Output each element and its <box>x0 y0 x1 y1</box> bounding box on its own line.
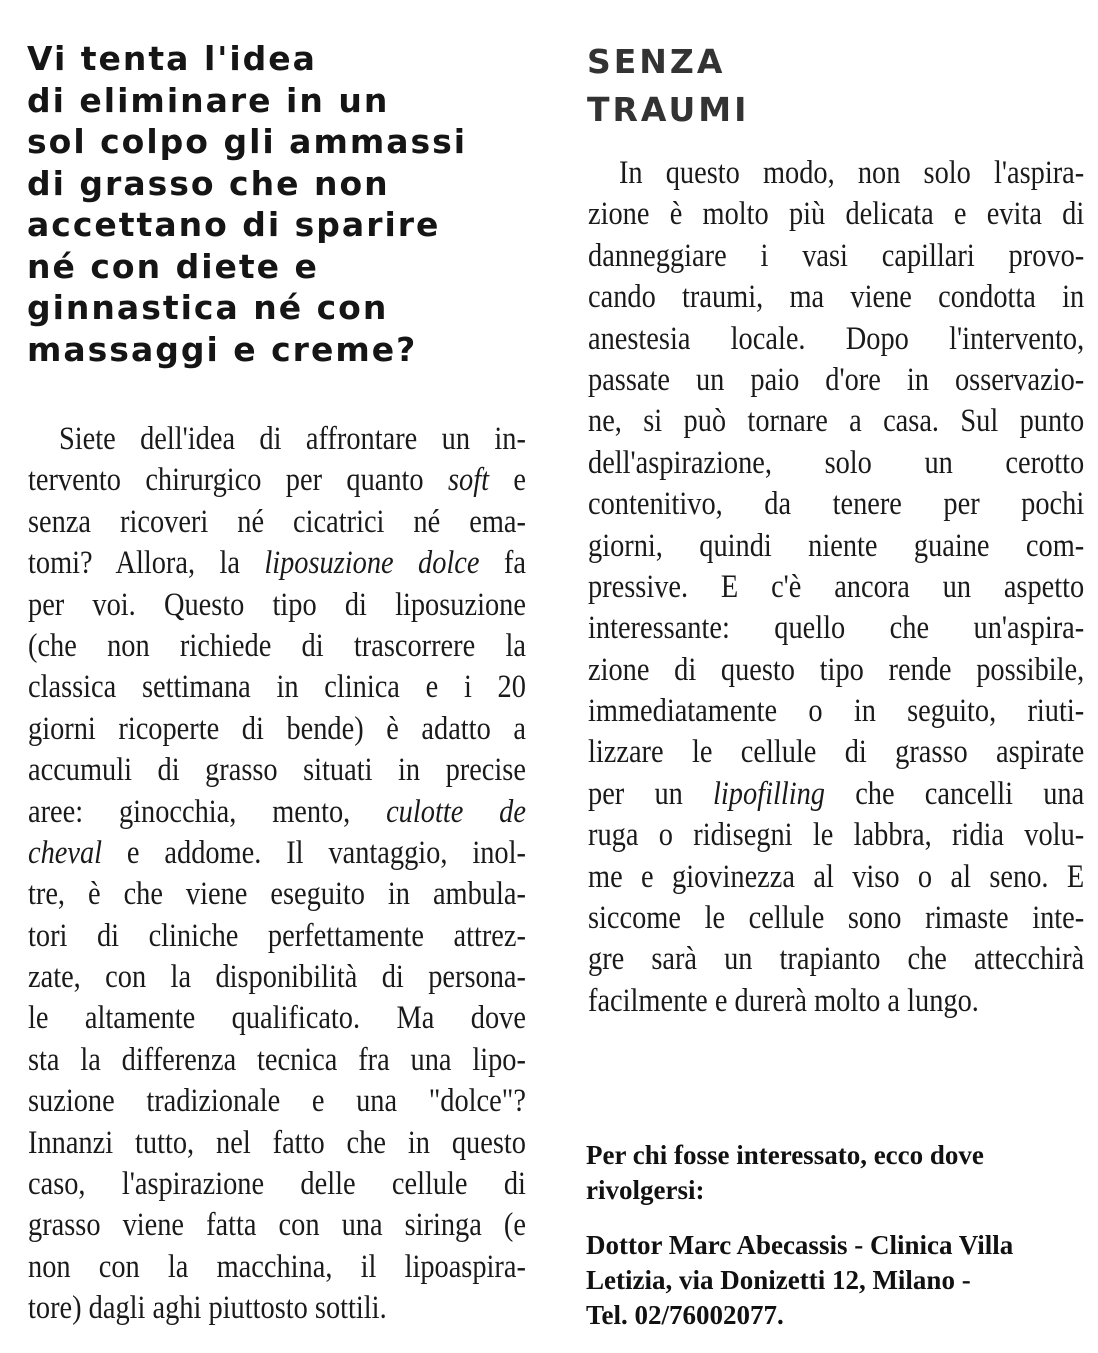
emphasis: cheval <box>28 834 103 871</box>
headline-line: di grasso che non <box>27 163 390 203</box>
headline-line: né con diete e <box>27 246 319 286</box>
emphasis: lipofilling <box>713 775 825 812</box>
body-line: me e giovinezza al viso o al seno. E <box>588 858 1085 895</box>
body-line: aree: ginocchia, mento, culotte de <box>28 793 526 830</box>
right-column-body <box>588 153 1085 1022</box>
body-line: grasso viene fatta con una siringa (e <box>28 1207 526 1244</box>
body-line: facilmente e durerà molto a lungo. <box>588 982 979 1019</box>
body-line: giorni, quindi niente guaine com- <box>588 527 1085 564</box>
body-line: senza ricoveri né cicatrici né ema- <box>28 503 526 540</box>
body-line: Innanzi tutto, nel fatto che in questo <box>28 1124 526 1161</box>
body-line: gre sarà un trapianto che attecchirà <box>588 941 1085 978</box>
body-line: non con la macchina, il lipoaspira- <box>28 1248 526 1285</box>
headline-line: massaggi e creme? <box>27 329 418 369</box>
body-line: Siete dell'idea di affrontare un in- <box>58 421 526 457</box>
section-title-line: SENZA <box>587 42 726 81</box>
body-line: suzione tradizionale e una "dolce"? <box>28 1083 526 1120</box>
body-line: zate, con la disponibilità di persona- <box>28 959 526 996</box>
body-line: per un lipofilling che cancelli una <box>588 775 1085 812</box>
body-line: tervento chirurgico per quanto soft e <box>28 462 526 499</box>
body-line: danneggiare i vasi capillari provo- <box>588 237 1085 274</box>
body-line: giorni ricoperte di bende) è adatto a <box>28 710 526 747</box>
section-title <box>587 38 749 134</box>
contact-line: Dottor Marc Abecassis - Clinica Villa <box>586 1230 1014 1260</box>
body-line: tre, è che viene eseguito in ambula- <box>28 876 526 913</box>
section-title-line: TRAUMI <box>587 90 750 129</box>
body-line: sta la differenza tecnica fra una lipo- <box>28 1041 526 1078</box>
emphasis: liposuzione dolce <box>264 545 480 582</box>
body-line: (che non richiede di trascorrere la <box>28 627 526 664</box>
body-line: caso, l'aspirazione delle cellule di <box>28 1166 526 1203</box>
body-line: contenitivo, da tenere per pochi <box>588 486 1085 523</box>
body-line: ne, si può tornare a casa. Sul punto <box>588 403 1085 440</box>
contact-line: rivolgersi: <box>586 1175 705 1205</box>
body-line: accumuli di grasso situati in precise <box>28 752 526 789</box>
contact-address <box>586 1228 1066 1333</box>
headline-line: accettano di sparire <box>27 205 441 244</box>
contact-line: Letizia, via Donizetti 12, Milano - <box>586 1265 971 1295</box>
body-line: tore) dagli aghi piuttosto sottili. <box>28 1290 387 1327</box>
body-line: immediatamente o in seguito, riuti- <box>588 693 1085 730</box>
body-line: siccome le cellule sono rimaste inte- <box>588 900 1085 937</box>
body-line: classica settimana in clinica e i 20 <box>28 669 526 706</box>
emphasis: culotte de <box>386 793 526 830</box>
body-line: interessante: quello che un'aspira- <box>588 610 1085 647</box>
headline-line: Vi tenta l'idea <box>27 39 317 78</box>
contact-intro <box>586 1138 1066 1208</box>
body-line: tomi? Allora, la liposuzione dolce fa <box>28 545 526 582</box>
headline-line: sol colpo gli ammassi <box>27 122 468 161</box>
body-line: passate un paio d'ore in osservazio- <box>588 361 1085 398</box>
headline-line: ginnastica né con <box>27 288 389 327</box>
body-line: In questo modo, non solo l'aspira- <box>618 155 1085 191</box>
contact-phone: Tel. 02/76002077. <box>586 1300 784 1330</box>
contact-line: Per chi fosse interessato, ecco dove <box>586 1140 984 1170</box>
body-line: zione è molto più delicata e evita di <box>588 196 1085 233</box>
body-line: ruga o ridisegni le labbra, ridia volu- <box>588 817 1085 854</box>
body-line: lizzare le cellule di grasso aspirate <box>588 734 1085 771</box>
emphasis: soft <box>447 462 489 499</box>
headline-line: di eliminare in un <box>27 80 390 120</box>
body-line: pressive. E c'è ancora un aspetto <box>588 568 1085 605</box>
body-line: per voi. Questo tipo di liposuzione <box>28 586 526 623</box>
body-line: zione di questo tipo rende possibile, <box>588 651 1085 688</box>
body-line: anestesia locale. Dopo l'intervento, <box>588 320 1085 357</box>
body-line: cheval e addome. Il vantaggio, inol- <box>28 834 526 871</box>
left-column-body <box>28 419 526 1330</box>
body-line: tori di cliniche perfettamente attrez- <box>28 917 526 954</box>
headline <box>27 38 527 370</box>
body-line: le altamente qualificato. Ma dove <box>28 1000 526 1037</box>
body-line: dell'aspirazione, solo un cerotto <box>588 444 1085 481</box>
body-line: cando traumi, ma viene condotta in <box>588 279 1085 316</box>
